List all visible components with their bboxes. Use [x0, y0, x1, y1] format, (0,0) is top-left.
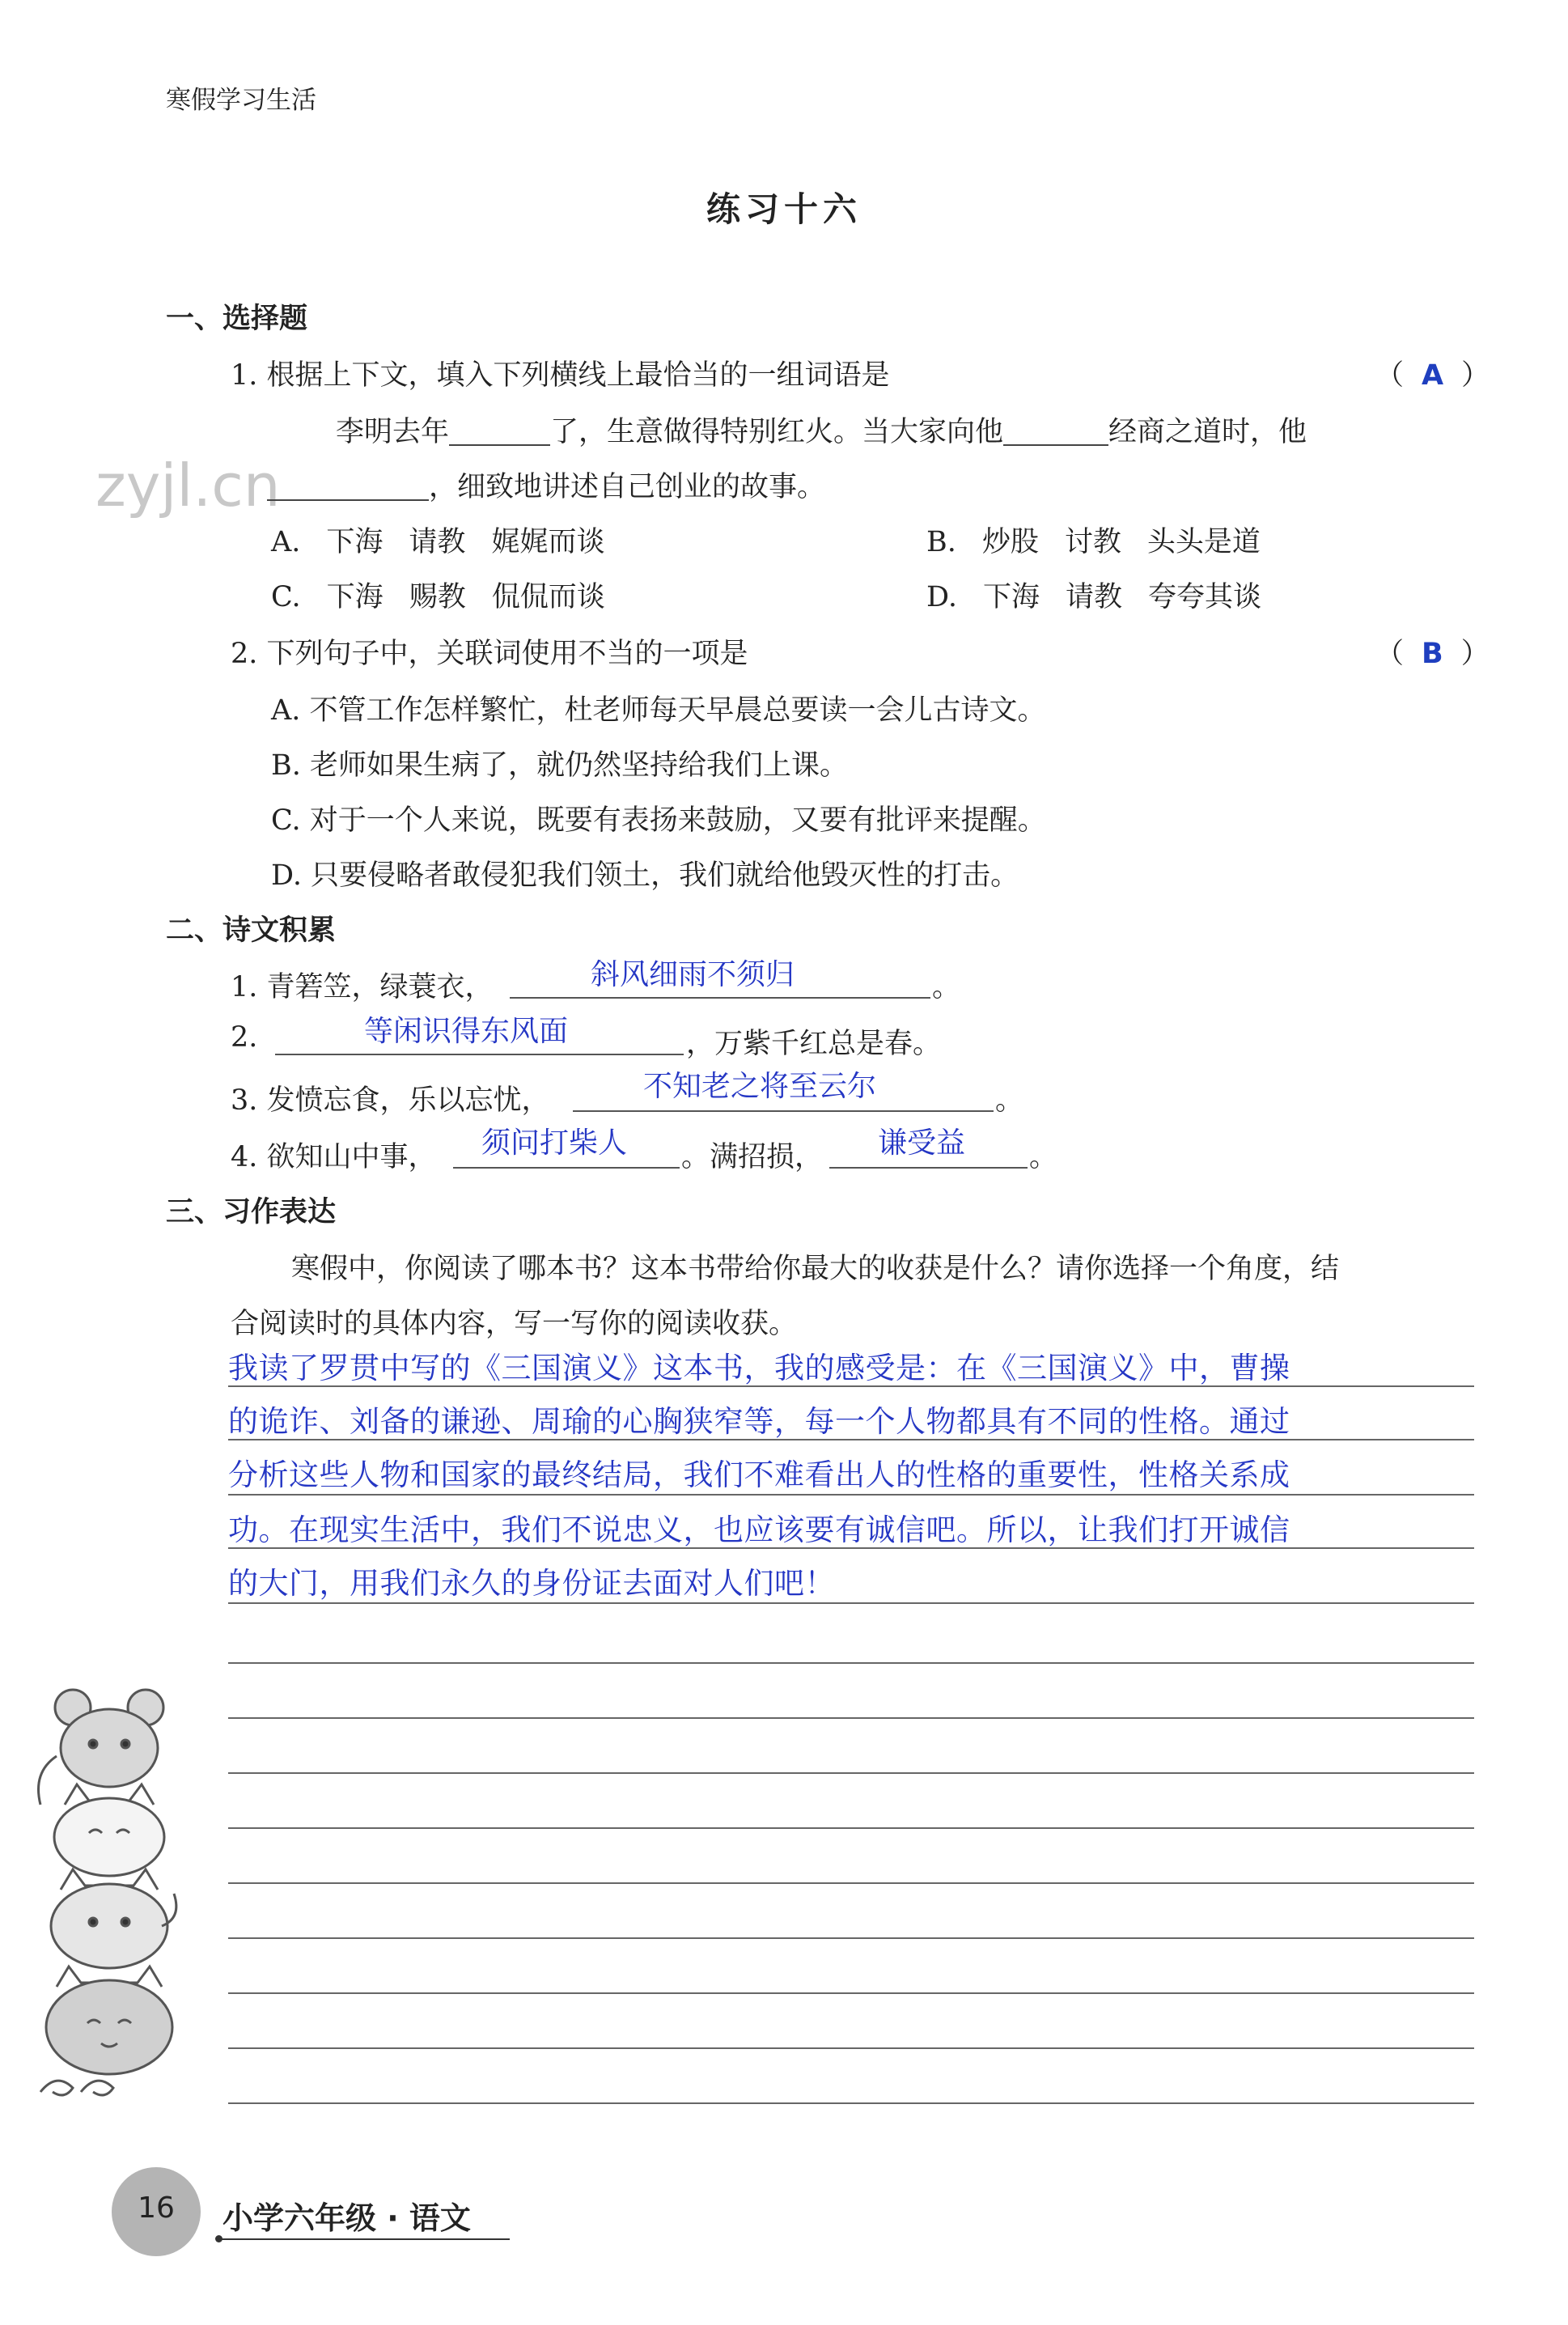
poetry-answer-2: 等闲识得东风面 [364, 1015, 569, 1048]
question-2-answer: B [1422, 638, 1443, 670]
page-number: 16 [138, 2191, 175, 2225]
essay-line-3: 分析这些人物和国家的最终结局，我们不难看出人的性格的重要性，性格关系成 [228, 1457, 1290, 1492]
blank [1003, 417, 1108, 446]
answer-line [453, 1167, 680, 1169]
question-1-passage-line2: ，细致地讲述自己创业的故事。 [267, 465, 825, 505]
writing-rule [228, 2102, 1474, 2104]
question-2-answer-box: （ B ） [1375, 638, 1490, 670]
blank [267, 472, 429, 501]
poetry-item-1: 1. 青箬笠，绿蓑衣， [231, 971, 494, 1003]
page-title: 练习十六 [706, 189, 862, 229]
question-1-passage-line1: 李明去年 了，生意做得特别红火。当大家向他 经商之道时，他 [336, 416, 1307, 448]
poetry-answer-1: 斜风细雨不须归 [591, 958, 795, 991]
question-2-stem: 2. 下列句子中，关联词使用不当的一项是 [231, 638, 748, 670]
answer-line [573, 1110, 994, 1112]
writing-rule [228, 1827, 1474, 1829]
writing-prompt-line1: 寒假中，你阅读了哪本书？这本书带给你最大的收获是什么？请你选择一个角度，结 [291, 1253, 1340, 1285]
poetry-item-4: 4. 欲知山中事， [231, 1141, 437, 1173]
blank [449, 417, 550, 446]
writing-rule [228, 1937, 1474, 1939]
section-heading-writing: 三、习作表达 [166, 1196, 337, 1228]
writing-rule [228, 1439, 1474, 1440]
writing-rule [228, 1547, 1474, 1549]
writing-rule [228, 1662, 1474, 1664]
writing-rule [228, 1992, 1474, 1994]
essay-line-1: 我读了罗贯中写的《三国演义》这本书，我的感受是：在《三国演义》中，曹操 [228, 1351, 1290, 1385]
poetry-item-2: 2. [231, 1021, 258, 1054]
writing-rule [228, 1494, 1474, 1496]
writing-rule [228, 1882, 1474, 1884]
essay-line-5: 的大门，用我们永久的身份证去面对人们吧！ [228, 1566, 835, 1601]
answer-line [510, 997, 930, 999]
poetry-item-3: 3. 发愤忘食，乐以忘忧， [231, 1084, 550, 1117]
option-1b: B. 炒股 讨教 头头是道 [926, 526, 1261, 558]
writing-rule [228, 1717, 1474, 1719]
watermark: zyjl.cn [95, 452, 281, 520]
section-heading-choice: 一、选择题 [166, 303, 308, 335]
writing-rule [228, 2047, 1474, 2049]
question-1-stem: 1. 根据上下文，填入下列横线上最恰当的一组词语是 [231, 359, 890, 392]
poetry-answer-4b: 谦受益 [878, 1126, 966, 1160]
essay-line-4: 功。在现实生活中，我们不说忠义，也应该要有诚信吧。所以，让我们打开诚信 [228, 1513, 1290, 1547]
book-title: 小学六年级 · 语文 [222, 2200, 471, 2236]
option-2a: A. 不管工作怎样繁忙，杜老师每天早晨总要读一会儿古诗文。 [271, 694, 1046, 727]
question-1-answer: A [1422, 359, 1444, 392]
poetry-answer-3: 不知老之将至云尔 [643, 1070, 877, 1103]
option-1c: C. 下海 赐教 侃侃而谈 [271, 581, 605, 613]
writing-rule [228, 1385, 1474, 1387]
section-heading-poetry: 二、诗文积累 [166, 914, 337, 947]
stacked-animals-illustration [24, 1683, 186, 2104]
writing-rule [228, 1602, 1474, 1604]
option-2c: C. 对于一个人来说，既要有表扬来鼓励，又要有批评来提醒。 [271, 804, 1046, 837]
answer-line [275, 1054, 684, 1055]
footer-dot [215, 2235, 222, 2242]
option-2d: D. 只要侵略者敢侵犯我们领土，我们就给他毁灭性的打击。 [271, 859, 1019, 892]
option-2b: B. 老师如果生病了，就仍然坚持给我们上课。 [271, 749, 848, 782]
essay-line-2: 的诡诈、刘备的谦逊、周瑜的心胸狭窄等，每一个人物都具有不同的性格。通过 [228, 1404, 1290, 1439]
answer-line [829, 1167, 1028, 1169]
question-1-answer-box: （ A ） [1375, 359, 1490, 392]
running-header: 寒假学习生活 [166, 86, 316, 115]
writing-prompt-line2: 合阅读时的具体内容，写一写你的阅读收获。 [231, 1308, 798, 1340]
footer-rule [218, 2238, 510, 2240]
option-1d: D. 下海 请教 夸夸其谈 [926, 581, 1261, 613]
poetry-answer-4a: 须问打柴人 [481, 1126, 628, 1160]
option-1a: A. 下海 请教 娓娓而谈 [271, 526, 605, 558]
writing-rule [228, 1772, 1474, 1774]
